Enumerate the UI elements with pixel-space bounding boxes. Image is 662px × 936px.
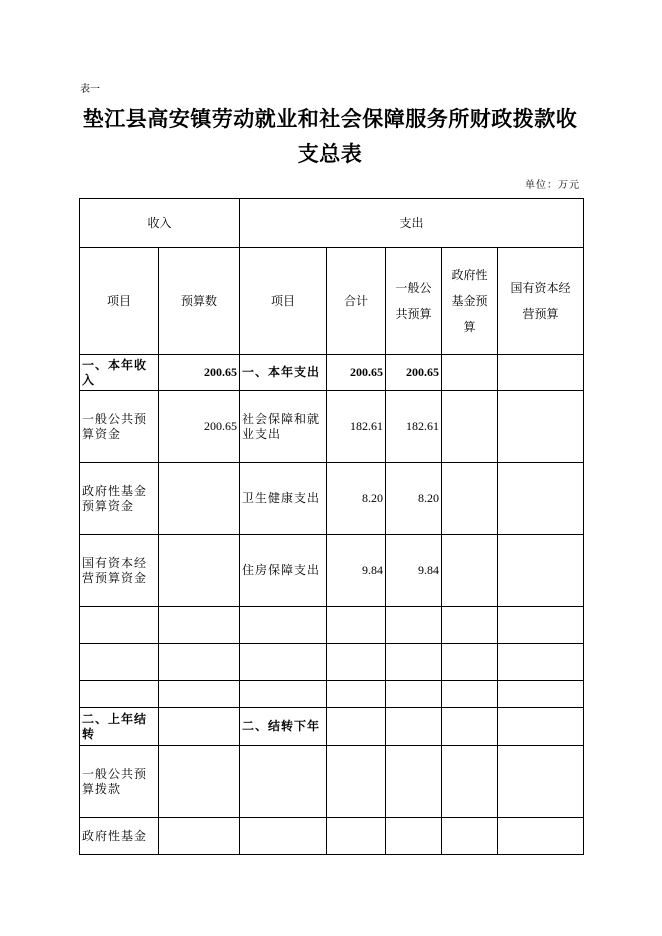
empty-cell	[327, 681, 386, 708]
empty-cell	[442, 681, 498, 708]
income-item-cell	[80, 463, 159, 535]
empty-cell	[80, 607, 159, 644]
empty-cell	[498, 681, 584, 708]
gov-fund-cell	[442, 746, 498, 818]
total-cell: 8.20	[327, 463, 386, 535]
state-capital-cell	[498, 746, 584, 818]
empty-cell	[498, 644, 584, 681]
income-item-line1: 政府性基金	[82, 484, 148, 499]
header-row-1	[80, 199, 584, 248]
expense-item-cell	[240, 746, 327, 818]
empty-cell	[386, 607, 442, 644]
page-title: 垫江县高安镇劳动就业和社会保障服务所财政拨款收	[82, 106, 578, 131]
empty-cell	[240, 607, 327, 644]
empty-cell	[240, 681, 327, 708]
expense-item-cell: 二、结转下年	[240, 708, 327, 746]
gov-fund-cell	[442, 708, 498, 746]
total-cell: 200.65	[327, 355, 386, 391]
table-row	[80, 746, 584, 818]
table-row	[80, 391, 584, 463]
general-budget-cell	[386, 708, 442, 746]
gov-fund-cell	[442, 391, 498, 463]
general-budget-cell: 200.65	[386, 355, 442, 391]
income-item-cell	[80, 746, 159, 818]
empty-cell	[498, 607, 584, 644]
state-capital-header	[498, 248, 584, 355]
total-cell: 9.84	[327, 535, 386, 607]
empty-row	[80, 644, 584, 681]
empty-cell	[327, 644, 386, 681]
table-row	[80, 535, 584, 607]
total-cell: 182.61	[327, 391, 386, 463]
income-header: 收入	[80, 199, 240, 248]
expense-item-cell: 住房保障支出	[240, 535, 327, 607]
empty-cell	[442, 644, 498, 681]
state-capital-cell	[498, 708, 584, 746]
gov-fund-header-line1: 政府性	[451, 268, 488, 282]
general-budget-cell	[386, 818, 442, 855]
empty-cell	[386, 681, 442, 708]
empty-cell	[80, 681, 159, 708]
income-item-line2: 算资金	[82, 426, 122, 441]
income-item-cell: 二、上年结转	[80, 708, 159, 746]
page-title-line2: 支总表	[297, 141, 363, 166]
gov-fund-header-line3: 算	[463, 320, 476, 334]
expense-item-cell: 一、本年支出	[240, 355, 327, 391]
general-budget-cell	[386, 746, 442, 818]
income-item-cell	[80, 535, 159, 607]
income-item-header: 项目	[80, 248, 159, 355]
expense-header: 支出	[240, 199, 584, 248]
income-item-line1: 国有资本经	[82, 556, 148, 571]
expense-item-header: 项目	[240, 248, 327, 355]
gov-fund-cell	[442, 463, 498, 535]
header-row-2	[80, 248, 584, 355]
budget-amount-header: 预算数	[159, 248, 240, 355]
income-amount-cell	[159, 708, 240, 746]
income-item-line2: 算拨款	[82, 781, 122, 796]
table-row	[80, 463, 584, 535]
gov-fund-header	[442, 248, 498, 355]
total-cell	[327, 708, 386, 746]
table-row	[80, 355, 584, 391]
expense-item-cell: 卫生健康支出	[240, 463, 327, 535]
total-cell	[327, 746, 386, 818]
expense-item-line1: 社会保障和就	[242, 412, 321, 427]
gov-fund-cell	[442, 818, 498, 855]
general-budget-cell: 8.20	[386, 463, 442, 535]
income-item-cell: 一、本年收入	[80, 355, 159, 391]
empty-cell	[159, 681, 240, 708]
income-item-cell	[80, 391, 159, 463]
table-row	[80, 708, 584, 746]
state-capital-cell	[498, 818, 584, 855]
empty-cell	[159, 644, 240, 681]
state-capital-cell	[498, 463, 584, 535]
empty-cell	[240, 644, 327, 681]
income-item-line2: 预算资金	[82, 498, 135, 513]
state-capital-header-line2: 营预算	[522, 307, 559, 321]
income-item-cell: 政府性基金	[80, 818, 159, 855]
empty-cell	[442, 607, 498, 644]
gov-fund-cell	[442, 355, 498, 391]
general-budget-header	[386, 248, 442, 355]
income-amount-cell: 200.65	[159, 355, 240, 391]
table-label: 表一	[80, 84, 100, 95]
state-capital-cell	[498, 535, 584, 607]
empty-cell	[80, 644, 159, 681]
income-item-line2: 营预算资金	[82, 570, 148, 585]
general-budget-header-line1: 一般公	[395, 281, 432, 295]
general-budget-header-line2: 共预算	[395, 307, 432, 321]
gov-fund-header-line2: 基金预	[451, 294, 488, 308]
total-header: 合计	[327, 248, 386, 355]
state-capital-cell	[498, 355, 584, 391]
empty-cell	[159, 607, 240, 644]
income-item-line1: 一般公共预	[82, 767, 148, 782]
income-amount-cell	[159, 535, 240, 607]
table-row	[80, 818, 584, 855]
gov-fund-cell	[442, 535, 498, 607]
income-amount-cell	[159, 818, 240, 855]
expense-item-line2: 业支出	[242, 426, 282, 441]
empty-cell	[327, 607, 386, 644]
general-budget-cell: 9.84	[386, 535, 442, 607]
state-capital-header-line1: 国有资本经	[510, 281, 571, 295]
income-amount-cell: 200.65	[159, 391, 240, 463]
total-cell	[327, 818, 386, 855]
empty-cell	[386, 644, 442, 681]
general-budget-cell: 182.61	[386, 391, 442, 463]
income-amount-cell	[159, 746, 240, 818]
state-capital-cell	[498, 391, 584, 463]
empty-row	[80, 607, 584, 644]
budget-table	[79, 198, 584, 855]
empty-row	[80, 681, 584, 708]
income-item-line1: 一般公共预	[82, 412, 148, 427]
expense-item-cell	[240, 391, 327, 463]
expense-item-cell	[240, 818, 327, 855]
income-amount-cell	[159, 463, 240, 535]
unit-label: 单位：万元	[525, 180, 580, 191]
